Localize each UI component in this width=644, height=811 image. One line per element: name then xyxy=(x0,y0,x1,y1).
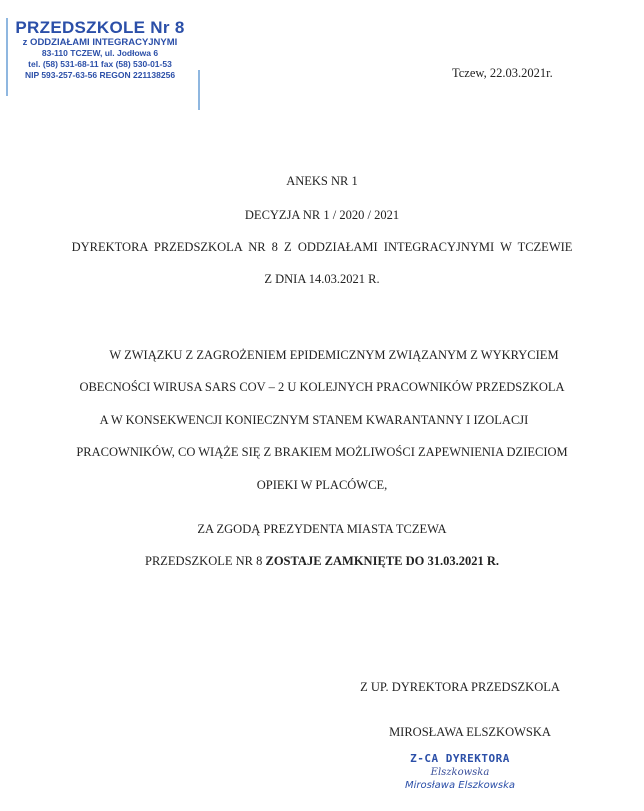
body-line-1: W ZWIĄZKU Z ZAGROŻENIEM EPIDEMICZNYM ZWIĄZANYM Z WYKRYCIEM xyxy=(109,348,559,362)
director-line: DYREKTORA PRZEDSZKOLA NR 8 Z ODDZIAŁAMI INTEGRACYJNYMI W TCZEWIE xyxy=(71,240,573,254)
closure-prefix: PRZEDSZKOLE NR 8 xyxy=(145,554,263,568)
decision-number: DECYZJA NR 1 / 2020 / 2021 xyxy=(244,208,400,222)
stamp-phone: tel. (58) 531-68-11 fax (58) 530-01-53 xyxy=(28,59,172,69)
consent-line: ZA ZGODĄ PREZYDENTA MIASTA TCZEWA xyxy=(197,522,447,536)
stamp-edge-mark xyxy=(198,70,200,110)
body-line-5: OPIEKI W PLACÓWCE, xyxy=(256,478,388,492)
stamp-edge-mark xyxy=(6,18,8,96)
signature-on-behalf: Z UP. DYREKTORA PRZEDSZKOLA xyxy=(360,680,560,694)
closure-statement: ZOSTAJE ZAMKNIĘTE DO 31.03.2021 R. xyxy=(265,554,499,568)
document-date: Tczew, 22.03.2021r. xyxy=(452,66,553,80)
deputy-director-name: Mirosława Elszkowska xyxy=(404,780,516,791)
body-line-4: PRACOWNIKÓW, CO WIĄŻE SIĘ Z BRAKIEM MOŻLIWOŚCI ZAPEWNIENIA DZIECIOM xyxy=(76,445,568,459)
deputy-director-title: Z-CA DYREKTORA xyxy=(410,752,510,765)
body-line-2: OBECNOŚCI WIRUSA SARS COV – 2 U KOLEJNYCH PRACOWNIKÓW PRZEDSZKOLA xyxy=(79,380,565,394)
stamp-tax-ids: NIP 593-257-63-56 REGON 221138256 xyxy=(24,70,176,80)
closure-line xyxy=(0,554,644,569)
stamp-address: 83-110 TCZEW, ul. Jodłowa 6 xyxy=(41,48,159,58)
decision-date: Z DNIA 14.03.2021 R. xyxy=(264,272,380,286)
handwritten-signature: Elszkowska xyxy=(430,767,490,778)
deputy-director-stamp xyxy=(370,752,550,791)
signature-name: MIROSŁAWA ELSZKOWSKA xyxy=(389,725,551,739)
institution-stamp xyxy=(0,18,200,81)
stamp-subtitle: z ODDZIAŁAMI INTEGRACYJNYMI xyxy=(22,37,178,48)
annex-title: ANEKS NR 1 xyxy=(286,174,358,188)
stamp-title: PRZEDSZKOLE Nr 8 xyxy=(15,18,185,37)
body-line-3: A W KONSEKWENCJI KONIECZNYM STANEM KWARANTANNY I IZOLACJI xyxy=(99,413,529,427)
